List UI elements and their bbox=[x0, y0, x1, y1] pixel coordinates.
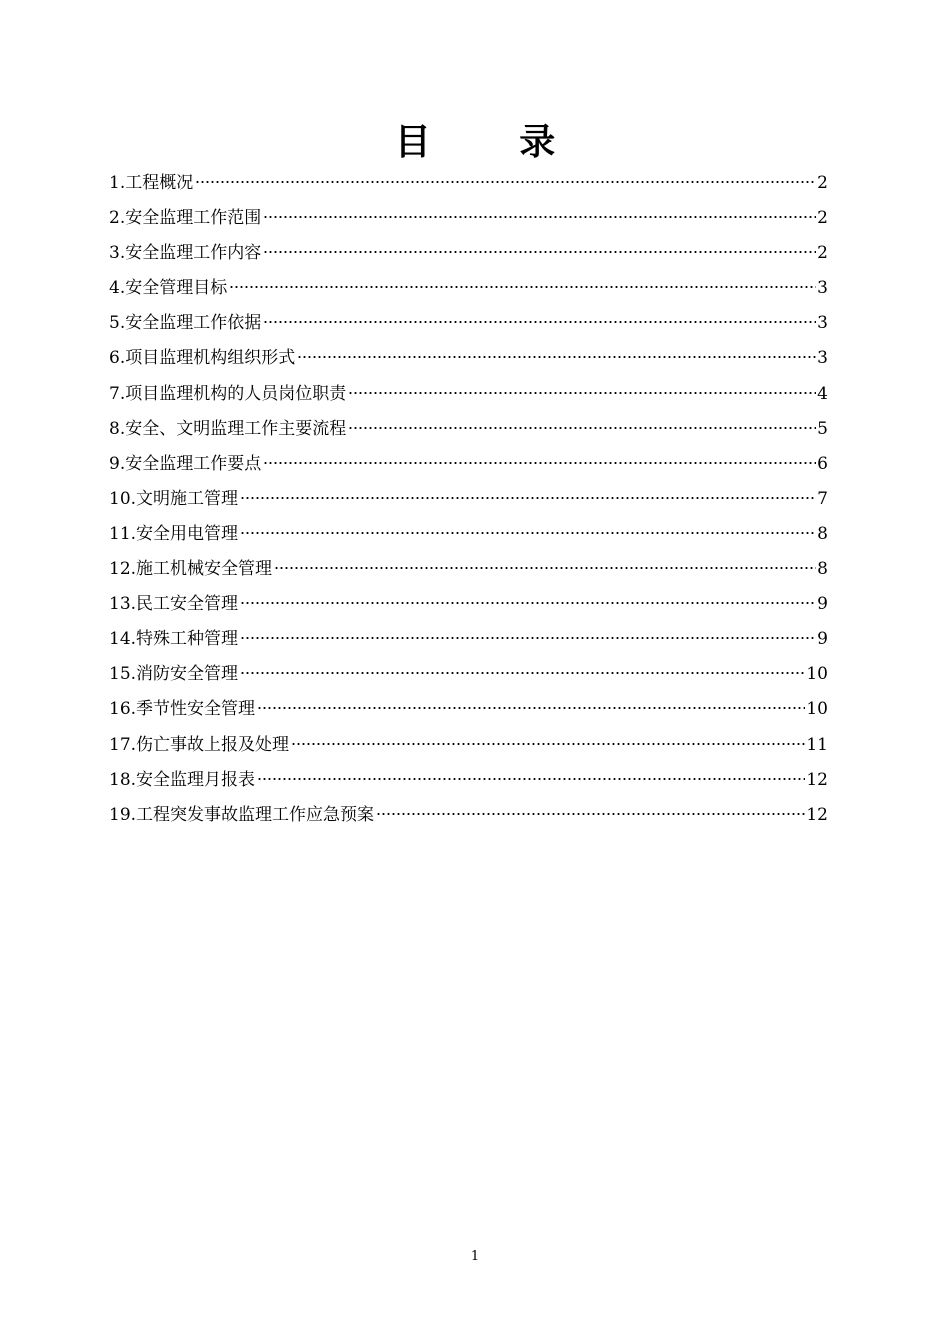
toc-entry-page-number: 9 bbox=[817, 629, 828, 650]
toc-entry-page-number: 9 bbox=[817, 594, 828, 615]
toc-entry-label: 19.工程突发事故监理工作应急预案 bbox=[109, 804, 375, 825]
toc-entry[interactable] bbox=[109, 166, 828, 201]
toc-entry-page-number: 2 bbox=[817, 243, 828, 264]
toc-entry[interactable] bbox=[109, 236, 828, 271]
toc-entry[interactable] bbox=[109, 201, 828, 236]
table-of-contents bbox=[109, 166, 828, 833]
toc-entry-label: 1.工程概况 bbox=[109, 173, 194, 193]
toc-entry[interactable] bbox=[109, 728, 828, 763]
toc-title: 目 录 bbox=[394, 122, 594, 163]
dot-leader bbox=[240, 671, 805, 675]
toc-entry-label: 16.季节性安全管理 bbox=[109, 699, 256, 720]
dot-leader bbox=[274, 566, 816, 570]
dot-leader bbox=[240, 601, 816, 605]
dot-leader bbox=[263, 250, 816, 254]
toc-entry[interactable] bbox=[109, 622, 828, 657]
toc-entry-label: 4.安全管理目标 bbox=[109, 278, 228, 299]
dot-leader bbox=[195, 180, 816, 184]
toc-entry[interactable] bbox=[109, 587, 828, 622]
toc-entry-label: 14.特殊工种管理 bbox=[109, 629, 239, 650]
toc-entry-label: 18.安全监理月报表 bbox=[109, 769, 256, 790]
toc-entry-page-number: 11 bbox=[806, 734, 828, 755]
toc-entry[interactable] bbox=[109, 763, 828, 798]
dot-leader bbox=[240, 531, 816, 535]
toc-entry-page-number: 6 bbox=[817, 453, 828, 474]
toc-entry-page-number: 3 bbox=[817, 313, 828, 334]
dot-leader bbox=[348, 391, 816, 395]
toc-entry-label: 8.安全、文明监理工作主要流程 bbox=[109, 418, 347, 439]
dot-leader bbox=[240, 636, 816, 640]
toc-entry-page-number: 4 bbox=[817, 383, 828, 404]
toc-entry-page-number: 8 bbox=[817, 523, 828, 544]
dot-leader bbox=[263, 215, 816, 219]
dot-leader bbox=[297, 355, 816, 359]
toc-entry[interactable] bbox=[109, 798, 828, 833]
toc-entry[interactable] bbox=[109, 306, 828, 341]
dot-leader bbox=[348, 426, 816, 430]
toc-entry[interactable] bbox=[109, 271, 828, 306]
toc-entry-page-number: 7 bbox=[817, 488, 828, 509]
toc-entry-label: 9.安全监理工作要点 bbox=[109, 453, 262, 474]
toc-entry-page-number: 2 bbox=[817, 208, 828, 229]
toc-entry-label: 2.安全监理工作范围 bbox=[109, 208, 262, 229]
toc-entry-label: 5.安全监理工作依据 bbox=[109, 313, 262, 334]
toc-entry-page-number: 10 bbox=[806, 699, 828, 720]
toc-entry-page-number: 12 bbox=[806, 769, 828, 790]
toc-entry[interactable] bbox=[109, 447, 828, 482]
toc-entry[interactable] bbox=[109, 482, 828, 517]
toc-entry[interactable] bbox=[109, 412, 828, 447]
toc-entry-label: 13.民工安全管理 bbox=[109, 594, 239, 615]
toc-entry-label: 10.文明施工管理 bbox=[109, 488, 239, 509]
toc-entry-page-number: 2 bbox=[817, 173, 828, 193]
toc-entry[interactable] bbox=[109, 341, 828, 376]
dot-leader bbox=[257, 777, 805, 781]
toc-entry[interactable] bbox=[109, 552, 828, 587]
toc-entry[interactable] bbox=[109, 692, 828, 727]
page-number: 1 bbox=[470, 1249, 480, 1264]
toc-entry-page-number: 10 bbox=[806, 664, 828, 685]
dot-leader bbox=[240, 496, 816, 500]
toc-entry-label: 17.伤亡事故上报及处理 bbox=[109, 734, 290, 755]
toc-entry[interactable] bbox=[109, 377, 828, 412]
toc-entry-label: 15.消防安全管理 bbox=[109, 664, 239, 685]
toc-entry[interactable] bbox=[109, 517, 828, 552]
dot-leader bbox=[257, 706, 805, 710]
toc-entry-label: 6.项目监理机构组织形式 bbox=[109, 348, 296, 369]
toc-entry-label: 11.安全用电管理 bbox=[109, 523, 239, 544]
dot-leader bbox=[229, 285, 816, 289]
toc-entry[interactable] bbox=[109, 657, 828, 692]
toc-entry-label: 7.项目监理机构的人员岗位职责 bbox=[109, 383, 347, 404]
toc-entry-label: 3.安全监理工作内容 bbox=[109, 243, 262, 264]
toc-entry-page-number: 3 bbox=[817, 348, 828, 369]
dot-leader bbox=[263, 461, 816, 465]
toc-entry-label: 12.施工机械安全管理 bbox=[109, 559, 273, 580]
toc-entry-page-number: 3 bbox=[817, 278, 828, 299]
toc-entry-page-number: 8 bbox=[817, 559, 828, 580]
dot-leader bbox=[291, 742, 805, 746]
toc-entry-page-number: 12 bbox=[806, 804, 828, 825]
toc-entry-page-number: 5 bbox=[817, 418, 828, 439]
dot-leader bbox=[263, 320, 816, 324]
dot-leader bbox=[376, 812, 805, 816]
